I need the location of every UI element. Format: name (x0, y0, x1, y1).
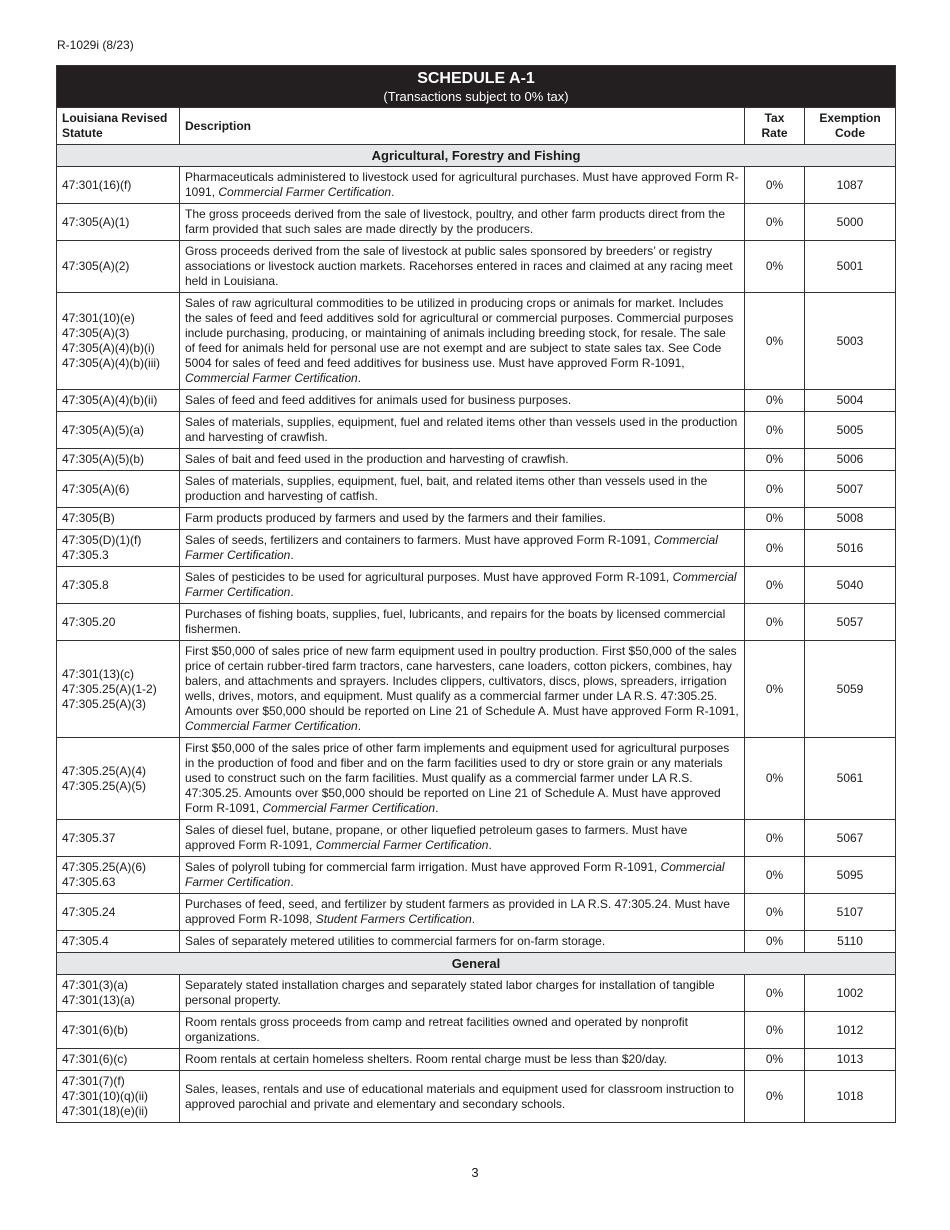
table-row (57, 241, 896, 293)
tax-rate-cell: 0% (745, 412, 805, 449)
exemption-code-cell: 1018 (805, 1071, 896, 1123)
exemption-code-cell: 5004 (805, 390, 896, 412)
table-row (57, 1012, 896, 1049)
description-text: Sales of polyroll tubing for commercial farm irrigation. Must have approved Form R-1091, (185, 860, 661, 874)
description-tail: . (435, 801, 439, 815)
col-header-tax-rate: Tax Rate (745, 108, 805, 145)
description-text: Sales of feed and feed additives for animals used for business purposes. (185, 393, 572, 407)
statute-cell: 47:305(A)(2) (57, 241, 180, 293)
exemption-code-cell: 5061 (805, 738, 896, 820)
description-italic: Commercial Farmer Certification (185, 533, 718, 562)
section-title: General (57, 953, 896, 975)
tax-rate-cell: 0% (745, 857, 805, 894)
description-italic: Commercial Farmer Certification (185, 719, 358, 733)
tax-rate-cell: 0% (745, 471, 805, 508)
tax-rate-cell: 0% (745, 167, 805, 204)
exemption-code-cell: 5001 (805, 241, 896, 293)
tax-rate-cell: 0% (745, 931, 805, 953)
table-row (57, 567, 896, 604)
statute-cell: 47:301(13)(c) 47:305.25(A)(1-2) 47:305.25(A)(3) (57, 641, 180, 738)
table-row (57, 604, 896, 641)
description-text: Sales of diesel fuel, butane, propane, or other liquefied petroleum gases to farmers. Must have approved Form R-1091, (185, 823, 688, 852)
table-row (57, 204, 896, 241)
tax-rate-cell: 0% (745, 390, 805, 412)
description-cell (180, 641, 745, 738)
col-header-statute: Louisiana Revised Statute (57, 108, 180, 145)
page-number: 3 (471, 1165, 479, 1180)
description-cell (180, 241, 745, 293)
statute-cell: 47:301(6)(c) (57, 1049, 180, 1071)
exemption-code-cell: 5006 (805, 449, 896, 471)
description-cell (180, 567, 745, 604)
table-row (57, 471, 896, 508)
statute-cell: 47:305(A)(4)(b)(ii) (57, 390, 180, 412)
description-italic: Commercial Farmer Certification (185, 371, 358, 385)
exemption-code-cell: 5003 (805, 293, 896, 390)
form-number: R-1029i (8/23) (57, 38, 134, 52)
col-header-description: Description (180, 108, 745, 145)
statute-cell: 47:301(7)(f) 47:301(10)(q)(ii) 47:301(18)(e)(ii) (57, 1071, 180, 1123)
tax-rate-cell: 0% (745, 820, 805, 857)
statute-cell: 47:305(A)(1) (57, 204, 180, 241)
table-row (57, 857, 896, 894)
table-row (57, 931, 896, 953)
statute-cell: 47:305.20 (57, 604, 180, 641)
table-row (57, 293, 896, 390)
schedule-banner (57, 66, 896, 108)
description-tail: . (391, 185, 395, 199)
description-text: Room rentals gross proceeds from camp and retreat facilities owned and operated by nonprofit organizations. (185, 1015, 688, 1044)
tax-rate-cell: 0% (745, 241, 805, 293)
exemption-code-cell: 5057 (805, 604, 896, 641)
description-cell (180, 449, 745, 471)
table-row (57, 738, 896, 820)
table-row (57, 390, 896, 412)
description-italic: Commercial Farmer Certification (218, 185, 392, 199)
description-text: Room rentals at certain homeless shelters. Room rental charge must be less than $20/day. (185, 1052, 668, 1066)
tax-rate-cell: 0% (745, 293, 805, 390)
description-cell (180, 894, 745, 931)
exemption-code-cell: 5110 (805, 931, 896, 953)
table-row (57, 412, 896, 449)
section-title: Agricultural, Forestry and Fishing (57, 145, 896, 167)
table-row (57, 449, 896, 471)
description-cell (180, 820, 745, 857)
exemption-code-cell: 5016 (805, 530, 896, 567)
description-tail: . (357, 719, 362, 733)
statute-cell: 47:301(10)(e) 47:305(A)(3) 47:305(A)(4)(b)(i) 47:305(A)(4)(b)(iii) (57, 293, 180, 390)
exemption-code-cell: 5007 (805, 471, 896, 508)
description-cell (180, 975, 745, 1012)
description-tail: . (357, 371, 362, 385)
table-row (57, 167, 896, 204)
statute-cell: 47:305(B) (57, 508, 180, 530)
statute-cell: 47:305(A)(5)(b) (57, 449, 180, 471)
table-row (57, 1049, 896, 1071)
description-text: Farm products produced by farmers and used by the farmers and their families. (185, 511, 606, 525)
description-cell (180, 204, 745, 241)
description-cell (180, 1071, 745, 1123)
statute-cell: 47:305.37 (57, 820, 180, 857)
statute-cell: 47:301(6)(b) (57, 1012, 180, 1049)
description-cell (180, 931, 745, 953)
description-text: Sales of raw agricultural commodities to be utilized in producing crops or animals for market. Includes the sales of feed and feed additives sold for agricultural or commercial purposes. Commercial purposes include purchasing, producing, or maintaining of animals including breeding stock, for resale. The sale of feed for animals held for personal use are not exempt and are subject to state sales tax. See Code 5004 for sales of feed and feed additives for business use. Must have approved Form R-1091, (185, 296, 734, 370)
tax-rate-cell: 0% (745, 894, 805, 931)
description-cell (180, 508, 745, 530)
exemption-code-cell: 1013 (805, 1049, 896, 1071)
tax-rate-cell: 0% (745, 1049, 805, 1071)
description-italic: Student Farmers Certification (315, 912, 472, 926)
table-row (57, 975, 896, 1012)
schedule-table (56, 65, 896, 1123)
table-row (57, 530, 896, 567)
schedule-body (57, 145, 896, 1123)
description-tail: . (290, 585, 294, 599)
description-cell (180, 390, 745, 412)
statute-cell: 47:305(D)(1)(f) 47:305.3 (57, 530, 180, 567)
exemption-code-cell: 5059 (805, 641, 896, 738)
description-cell (180, 1012, 745, 1049)
exemption-code-cell: 5008 (805, 508, 896, 530)
col-header-exemption-code: Exemption Code (805, 108, 896, 145)
table-row (57, 894, 896, 931)
statute-cell: 47:301(3)(a) 47:301(13)(a) (57, 975, 180, 1012)
statute-cell: 47:305.8 (57, 567, 180, 604)
exemption-code-cell: 5005 (805, 412, 896, 449)
table-row (57, 820, 896, 857)
table-row (57, 641, 896, 738)
description-cell (180, 530, 745, 567)
description-text: Separately stated installation charges and separately stated labor charges for installation of tangible personal property. (185, 978, 715, 1007)
tax-rate-cell: 0% (745, 1012, 805, 1049)
description-cell (180, 738, 745, 820)
table-row (57, 508, 896, 530)
statute-cell: 47:305.25(A)(6) 47:305.63 (57, 857, 180, 894)
tax-rate-cell: 0% (745, 204, 805, 241)
description-text: First $50,000 of sales price of new farm equipment used in poultry production. First $50,000 of the sales price of certain rubber-tired farm tractors, cane harvesters, cane loaders, cotton pickers, combines, hay balers, and attachments and sprayers. Includes clippers, cultivators, discs, plows, spreaders, irrigation wells, drives, motors, and equipment. Must qualify as a commercial farmer under LA R.S. 47:305.25. Amounts over $50,000 should be reported on Line 21 of Schedule A. Must have approved Form R-1091, (185, 644, 739, 718)
description-italic: Commercial Farmer Certification (315, 838, 489, 852)
exemption-code-cell: 5067 (805, 820, 896, 857)
tax-rate-cell: 0% (745, 449, 805, 471)
statute-cell: 47:305.24 (57, 894, 180, 931)
description-italic: Commercial Farmer Certification (262, 801, 436, 815)
tax-rate-cell: 0% (745, 641, 805, 738)
description-cell (180, 857, 745, 894)
statute-cell: 47:305.4 (57, 931, 180, 953)
statute-cell: 47:305(A)(5)(a) (57, 412, 180, 449)
description-text: Pharmaceuticals administered to livestock used for agricultural purchases. Must have approved Form R-1091, (185, 170, 739, 199)
tax-rate-cell: 0% (745, 975, 805, 1012)
description-text: Sales of bait and feed used in the production and harvesting of crawfish. (185, 452, 569, 466)
description-cell (180, 293, 745, 390)
section-header-row (57, 953, 896, 975)
description-text: First $50,000 of the sales price of other farm implements and equipment used for agricultural purposes in the production of food and fiber and on the farm facilities used to dry or store grain or any materials used to construct such on the farm facilities. Must qualify as a commercial farmer under LA R.S. 47:305.25. Amounts over $50,000 should be reported on Line 21 of Schedule A. Must have approved Form R-1091, (185, 741, 730, 815)
description-text: Sales of separately metered utilities to commercial farmers for on-farm storage. (185, 934, 606, 948)
tax-rate-cell: 0% (745, 567, 805, 604)
description-text: Sales of materials, supplies, equipment, fuel, bait, and related items other than vessels used in the production and harvesting of catfish. (185, 474, 708, 503)
description-text: Sales of materials, supplies, equipment, fuel and related items other than vessels used in the production and harvesting of crawfish. (185, 415, 738, 444)
exemption-code-cell: 5040 (805, 567, 896, 604)
description-text: The gross proceeds derived from the sale of livestock, poultry, and other farm products direct from the farm provided that such sales are made directly by the producers. (185, 207, 726, 236)
description-text: Sales, leases, rentals and use of educational materials and equipment used for classroom instruction to approved parochial and private and elementary and secondary schools. (185, 1081, 734, 1111)
description-tail: . (290, 875, 294, 889)
description-cell (180, 471, 745, 508)
description-italic: Commercial Farmer Certification (185, 570, 737, 599)
schedule-title: SCHEDULE A-1 (417, 70, 535, 87)
description-tail: . (488, 838, 492, 852)
statute-cell: 47:301(16)(f) (57, 167, 180, 204)
description-text: Purchases of fishing boats, supplies, fuel, lubricants, and repairs for the boats by licensed commercial fishermen. (185, 607, 726, 636)
exemption-code-cell: 1012 (805, 1012, 896, 1049)
exemption-code-cell: 1002 (805, 975, 896, 1012)
exemption-code-cell: 5000 (805, 204, 896, 241)
tax-rate-cell: 0% (745, 1071, 805, 1123)
description-tail: . (290, 548, 294, 562)
statute-cell: 47:305.25(A)(4) 47:305.25(A)(5) (57, 738, 180, 820)
description-cell (180, 412, 745, 449)
table-row (57, 1071, 896, 1123)
tax-rate-cell: 0% (745, 604, 805, 641)
description-italic: Commercial Farmer Certification (185, 860, 725, 889)
exemption-code-cell: 5107 (805, 894, 896, 931)
description-text: Gross proceeds derived from the sale of livestock at public sales sponsored by breeders’ or registry associations or livestock auction markets. Racehorses entered in races and claimed at any racing meet held in Louisiana. (185, 244, 733, 288)
description-cell (180, 167, 745, 204)
exemption-code-cell: 5095 (805, 857, 896, 894)
schedule-subtitle: (Transactions subject to 0% tax) (383, 89, 569, 104)
statute-cell: 47:305(A)(6) (57, 471, 180, 508)
description-cell (180, 1049, 745, 1071)
tax-rate-cell: 0% (745, 530, 805, 567)
exemption-code-cell: 1087 (805, 167, 896, 204)
section-header-row (57, 145, 896, 167)
tax-rate-cell: 0% (745, 508, 805, 530)
description-text: Purchases of feed, seed, and fertilizer by student farmers as provided in LA R.S. 47:305.24. Must have approved Form R-1098, (185, 897, 730, 926)
tax-rate-cell: 0% (745, 738, 805, 820)
description-cell (180, 604, 745, 641)
description-text: Sales of pesticides to be used for agricultural purposes. Must have approved Form R-1091, (185, 570, 673, 584)
description-text: Sales of seeds, fertilizers and containers to farmers. Must have approved Form R-1091, (185, 533, 654, 547)
description-tail: . (471, 912, 476, 926)
